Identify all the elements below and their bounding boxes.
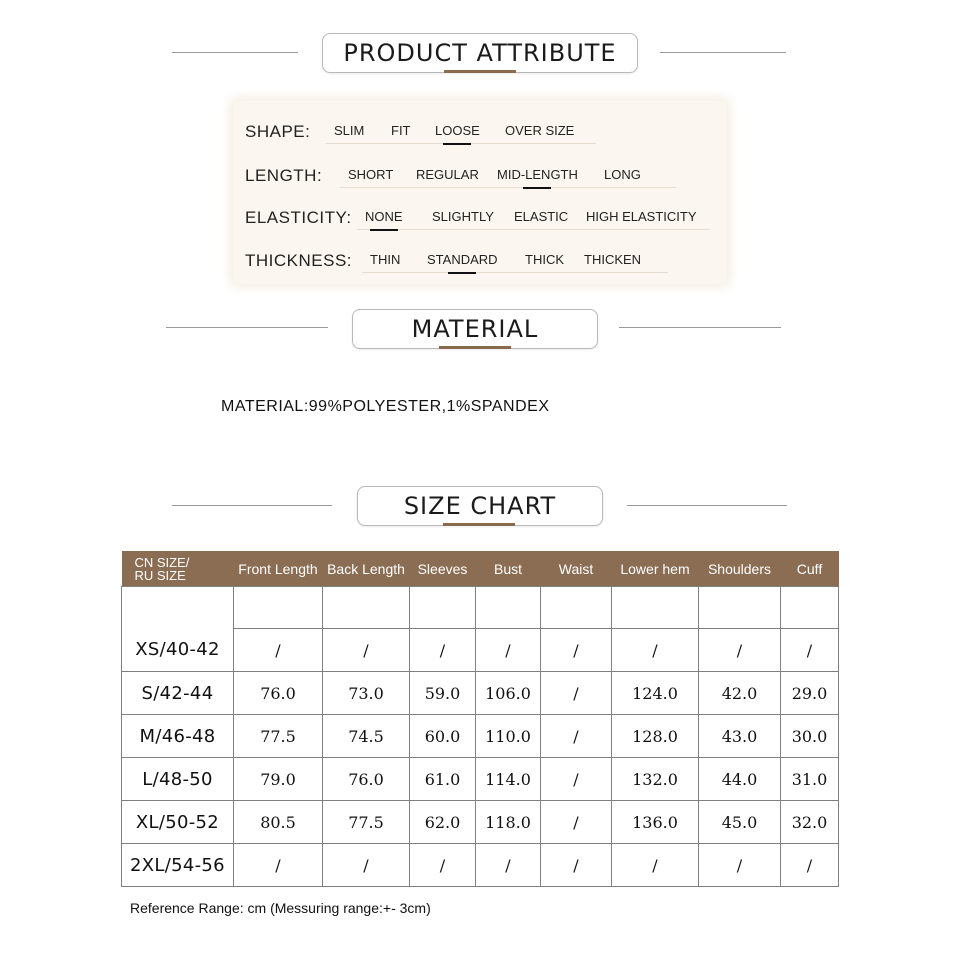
table-blank-row [122, 587, 839, 629]
size-cell: XL/50-52 [122, 801, 234, 844]
value-cell: 77.5 [323, 801, 410, 844]
column-header: Front Length [234, 551, 323, 587]
left-rule [172, 505, 332, 506]
attribute-option: OVER SIZE [505, 123, 575, 138]
column-header: Bust [476, 551, 541, 587]
size-cell: S/42-44 [122, 672, 234, 715]
attribute-row [233, 201, 727, 231]
attribute-label: THICKNESS: [245, 251, 353, 270]
attribute-row [233, 115, 727, 145]
value-cell: / [234, 844, 323, 887]
column-header: Lower hem [612, 551, 699, 587]
table-row [122, 672, 839, 715]
size-cell: M/46-48 [122, 715, 234, 758]
table-row [122, 715, 839, 758]
section-title: MATERIAL [352, 309, 598, 349]
value-cell: / [781, 629, 839, 672]
attribute-label: SHAPE: [245, 122, 311, 141]
attribute-option: THICKEN [584, 252, 642, 267]
value-cell: 136.0 [612, 801, 699, 844]
table-cell [410, 587, 476, 629]
value-cell: / [699, 629, 781, 672]
value-cell: 132.0 [612, 758, 699, 801]
attribute-label: LENGTH: [245, 166, 323, 185]
value-cell: 118.0 [476, 801, 541, 844]
right-rule [619, 327, 781, 328]
title-accent [444, 70, 516, 73]
attribute-underline [357, 229, 710, 230]
attribute-option: LOOSE [435, 123, 480, 138]
attribute-option: NONE [365, 209, 403, 224]
section-title: SIZE CHART [357, 486, 603, 526]
attribute-row [233, 159, 727, 189]
value-cell: / [612, 844, 699, 887]
size-cell: XS/40-42 [122, 629, 234, 672]
value-cell: 29.0 [781, 672, 839, 715]
table-row [122, 629, 839, 672]
value-cell: 124.0 [612, 672, 699, 715]
table-cell [612, 587, 699, 629]
value-cell: 31.0 [781, 758, 839, 801]
value-cell: / [541, 672, 612, 715]
value-cell: 79.0 [234, 758, 323, 801]
value-cell: 42.0 [699, 672, 781, 715]
column-header: Back Length [323, 551, 410, 587]
table-cell [122, 587, 234, 629]
value-cell: / [781, 844, 839, 887]
table-cell [541, 587, 612, 629]
table-row [122, 758, 839, 801]
value-cell: 76.0 [323, 758, 410, 801]
attribute-option: ELASTIC [514, 209, 569, 224]
attribute-option: LONG [604, 167, 641, 182]
value-cell: / [541, 629, 612, 672]
attribute-option: MID-LENGTH [497, 167, 578, 182]
value-cell: / [234, 629, 323, 672]
material-composition: MATERIAL:99%POLYESTER,1%SPANDEX [221, 398, 550, 415]
value-cell: / [541, 844, 612, 887]
table-cell [781, 587, 839, 629]
value-cell: / [541, 715, 612, 758]
header-line: CN SIZE/ [134, 554, 190, 570]
value-cell: 80.5 [234, 801, 323, 844]
size-cell: L/48-50 [122, 758, 234, 801]
left-rule [166, 327, 328, 328]
left-rule [172, 52, 298, 53]
value-cell: 114.0 [476, 758, 541, 801]
column-header: Cuff [781, 551, 839, 587]
value-cell: 128.0 [612, 715, 699, 758]
section-title: PRODUCT ATTRIBUTE [322, 33, 638, 73]
value-cell: / [612, 629, 699, 672]
value-cell: / [476, 844, 541, 887]
title-accent [439, 346, 511, 349]
attribute-option: THICK [525, 252, 564, 267]
attribute-option: THIN [370, 252, 401, 267]
value-cell: / [410, 844, 476, 887]
size-cell: 2XL/54-56 [122, 844, 234, 887]
table-header-row [122, 551, 839, 587]
right-rule [660, 52, 786, 53]
attribute-option: FIT [391, 123, 411, 138]
value-cell: 77.5 [234, 715, 323, 758]
table-cell [699, 587, 781, 629]
attribute-row [233, 244, 727, 274]
value-cell: / [323, 629, 410, 672]
column-header: Sleeves [410, 551, 476, 587]
value-cell: 45.0 [699, 801, 781, 844]
value-cell: 60.0 [410, 715, 476, 758]
attribute-underline [340, 187, 676, 188]
value-cell: 30.0 [781, 715, 839, 758]
table-row [122, 801, 839, 844]
size-column-header [122, 551, 234, 587]
right-rule [627, 505, 787, 506]
attribute-option: STANDARD [427, 252, 498, 267]
title-accent [443, 523, 515, 526]
value-cell: 61.0 [410, 758, 476, 801]
attribute-option: SHORT [348, 167, 394, 182]
value-cell: / [323, 844, 410, 887]
value-cell: 106.0 [476, 672, 541, 715]
table-row [122, 844, 839, 887]
table-cell [476, 587, 541, 629]
value-cell: 74.5 [323, 715, 410, 758]
value-cell: 43.0 [699, 715, 781, 758]
value-cell: 32.0 [781, 801, 839, 844]
table-cell [323, 587, 410, 629]
header-line: RU SIZE [134, 567, 186, 583]
column-header: Shoulders [699, 551, 781, 587]
attribute-option: SLIGHTLY [432, 209, 494, 224]
attribute-label: ELASTICITY: [245, 208, 352, 227]
value-cell: 62.0 [410, 801, 476, 844]
value-cell: / [410, 629, 476, 672]
value-cell: / [541, 801, 612, 844]
value-cell: 44.0 [699, 758, 781, 801]
value-cell: / [699, 844, 781, 887]
attribute-underline [362, 272, 668, 273]
attribute-option: HIGH ELASTICITY [586, 209, 697, 224]
value-cell: 76.0 [234, 672, 323, 715]
value-cell: 110.0 [476, 715, 541, 758]
value-cell: / [476, 629, 541, 672]
size-chart-table [121, 551, 839, 887]
attribute-option: REGULAR [416, 167, 479, 182]
column-header: Waist [541, 551, 612, 587]
reference-note: Reference Range: cm (Messuring range:+- 3cm) [130, 900, 431, 916]
value-cell: 59.0 [410, 672, 476, 715]
attribute-option: SLIM [334, 123, 365, 138]
value-cell: / [541, 758, 612, 801]
value-cell: 73.0 [323, 672, 410, 715]
table-cell [234, 587, 323, 629]
